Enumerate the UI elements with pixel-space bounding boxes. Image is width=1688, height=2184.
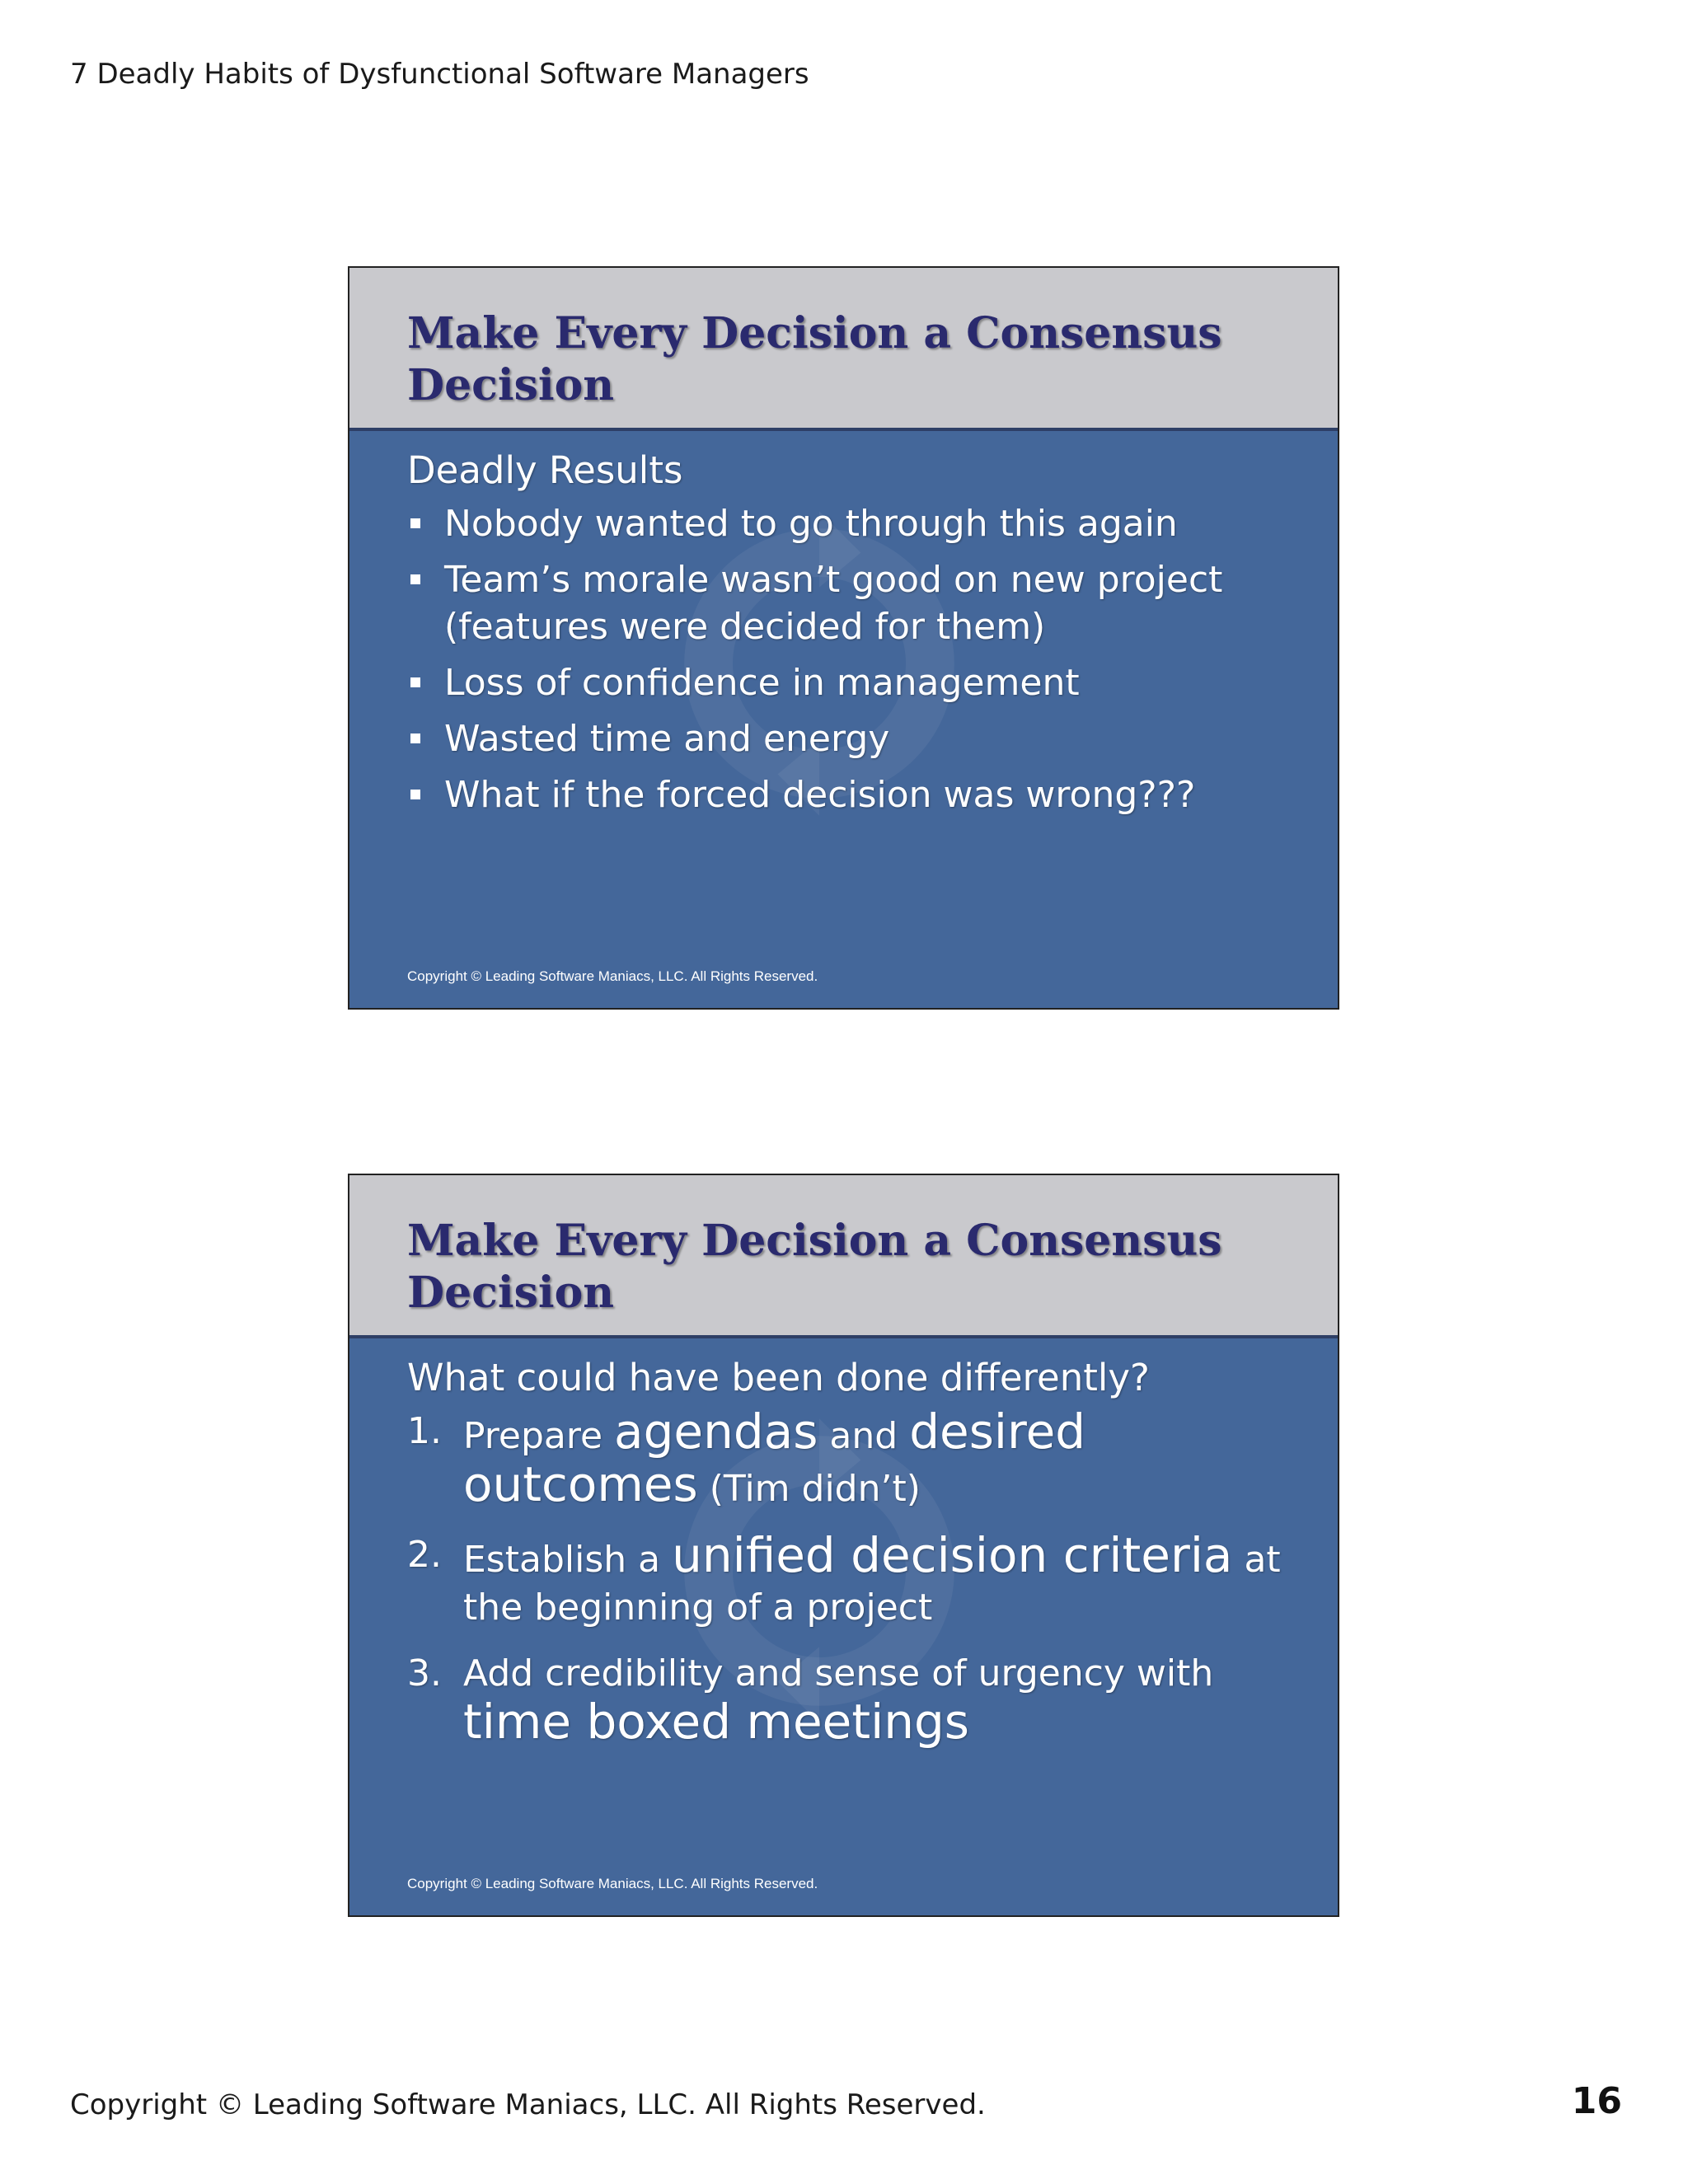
item-text-emphasis: agendas <box>614 1404 818 1460</box>
item-text-emphasis: desired outcomes <box>463 1404 1086 1512</box>
slide-copyright: Copyright © Leading Software Maniacs, LLC. All Rights Reserved. <box>407 1876 818 1891</box>
bullet-item <box>407 715 1297 762</box>
item-text-part: (Tim didn’t) <box>697 1468 921 1510</box>
slide-title: Make Every Decision a Consensus Decision <box>407 308 1222 410</box>
slide-deadly-results <box>348 266 1339 1010</box>
numbered-list <box>407 1404 1297 1750</box>
item-number: 2. <box>407 1534 442 1576</box>
bullet-text: What if the forced decision was wrong??? <box>444 774 1196 816</box>
slide-subheading: What could have been done differently? <box>407 1356 1150 1399</box>
item-number: 1. <box>407 1410 442 1452</box>
page-number: 16 <box>1571 2080 1622 2122</box>
slide-what-could-have-been-done <box>348 1174 1339 1917</box>
bullet-text: Nobody wanted to go through this again <box>444 503 1178 545</box>
slide-body <box>407 448 1297 827</box>
page-header-title: 7 Deadly Habits of Dysfunctional Software Managers <box>70 58 809 91</box>
numbered-item <box>407 1650 1297 1750</box>
slide-body <box>407 1355 1297 1769</box>
bullet-item <box>407 500 1297 547</box>
slide-title-bar <box>349 268 1338 431</box>
bullet-square-icon <box>410 574 420 584</box>
item-text-part: Add credibility and sense of urgency with <box>463 1652 1214 1694</box>
bullet-item <box>407 659 1297 706</box>
item-text-part: Prepare <box>463 1415 615 1457</box>
item-text-part: and <box>818 1415 910 1457</box>
slide-copyright: Copyright © Leading Software Maniacs, LLC. All Rights Reserved. <box>407 968 818 984</box>
item-text-emphasis: unified decision criteria <box>672 1527 1233 1583</box>
bullet-square-icon <box>410 518 420 528</box>
numbered-item <box>407 1527 1297 1632</box>
slide-title: Make Every Decision a Consensus Decision <box>407 1216 1222 1318</box>
item-number: 3. <box>407 1652 442 1694</box>
item-text-part: at the beginning of a project <box>463 1539 1281 1629</box>
bullet-square-icon <box>410 733 420 743</box>
slide-subheading: Deadly Results <box>407 448 683 492</box>
bullet-square-icon <box>410 790 420 799</box>
slide-title-bar <box>349 1175 1338 1338</box>
bullet-item <box>407 556 1297 650</box>
item-text-part: Establish a <box>463 1539 673 1581</box>
bullet-text: Loss of confidence in management <box>444 662 1080 704</box>
bullet-text: Team’s morale wasn’t good on new project (features were decided for them) <box>444 559 1223 648</box>
page-footer-copyright: Copyright © Leading Software Maniacs, LLC. All Rights Reserved. <box>70 2088 986 2121</box>
bullet-list <box>407 500 1297 818</box>
item-text-emphasis: time boxed meetings <box>463 1694 969 1750</box>
bullet-text: Wasted time and energy <box>444 718 890 760</box>
numbered-item <box>407 1404 1297 1513</box>
bullet-item <box>407 771 1297 818</box>
bullet-square-icon <box>410 677 420 687</box>
